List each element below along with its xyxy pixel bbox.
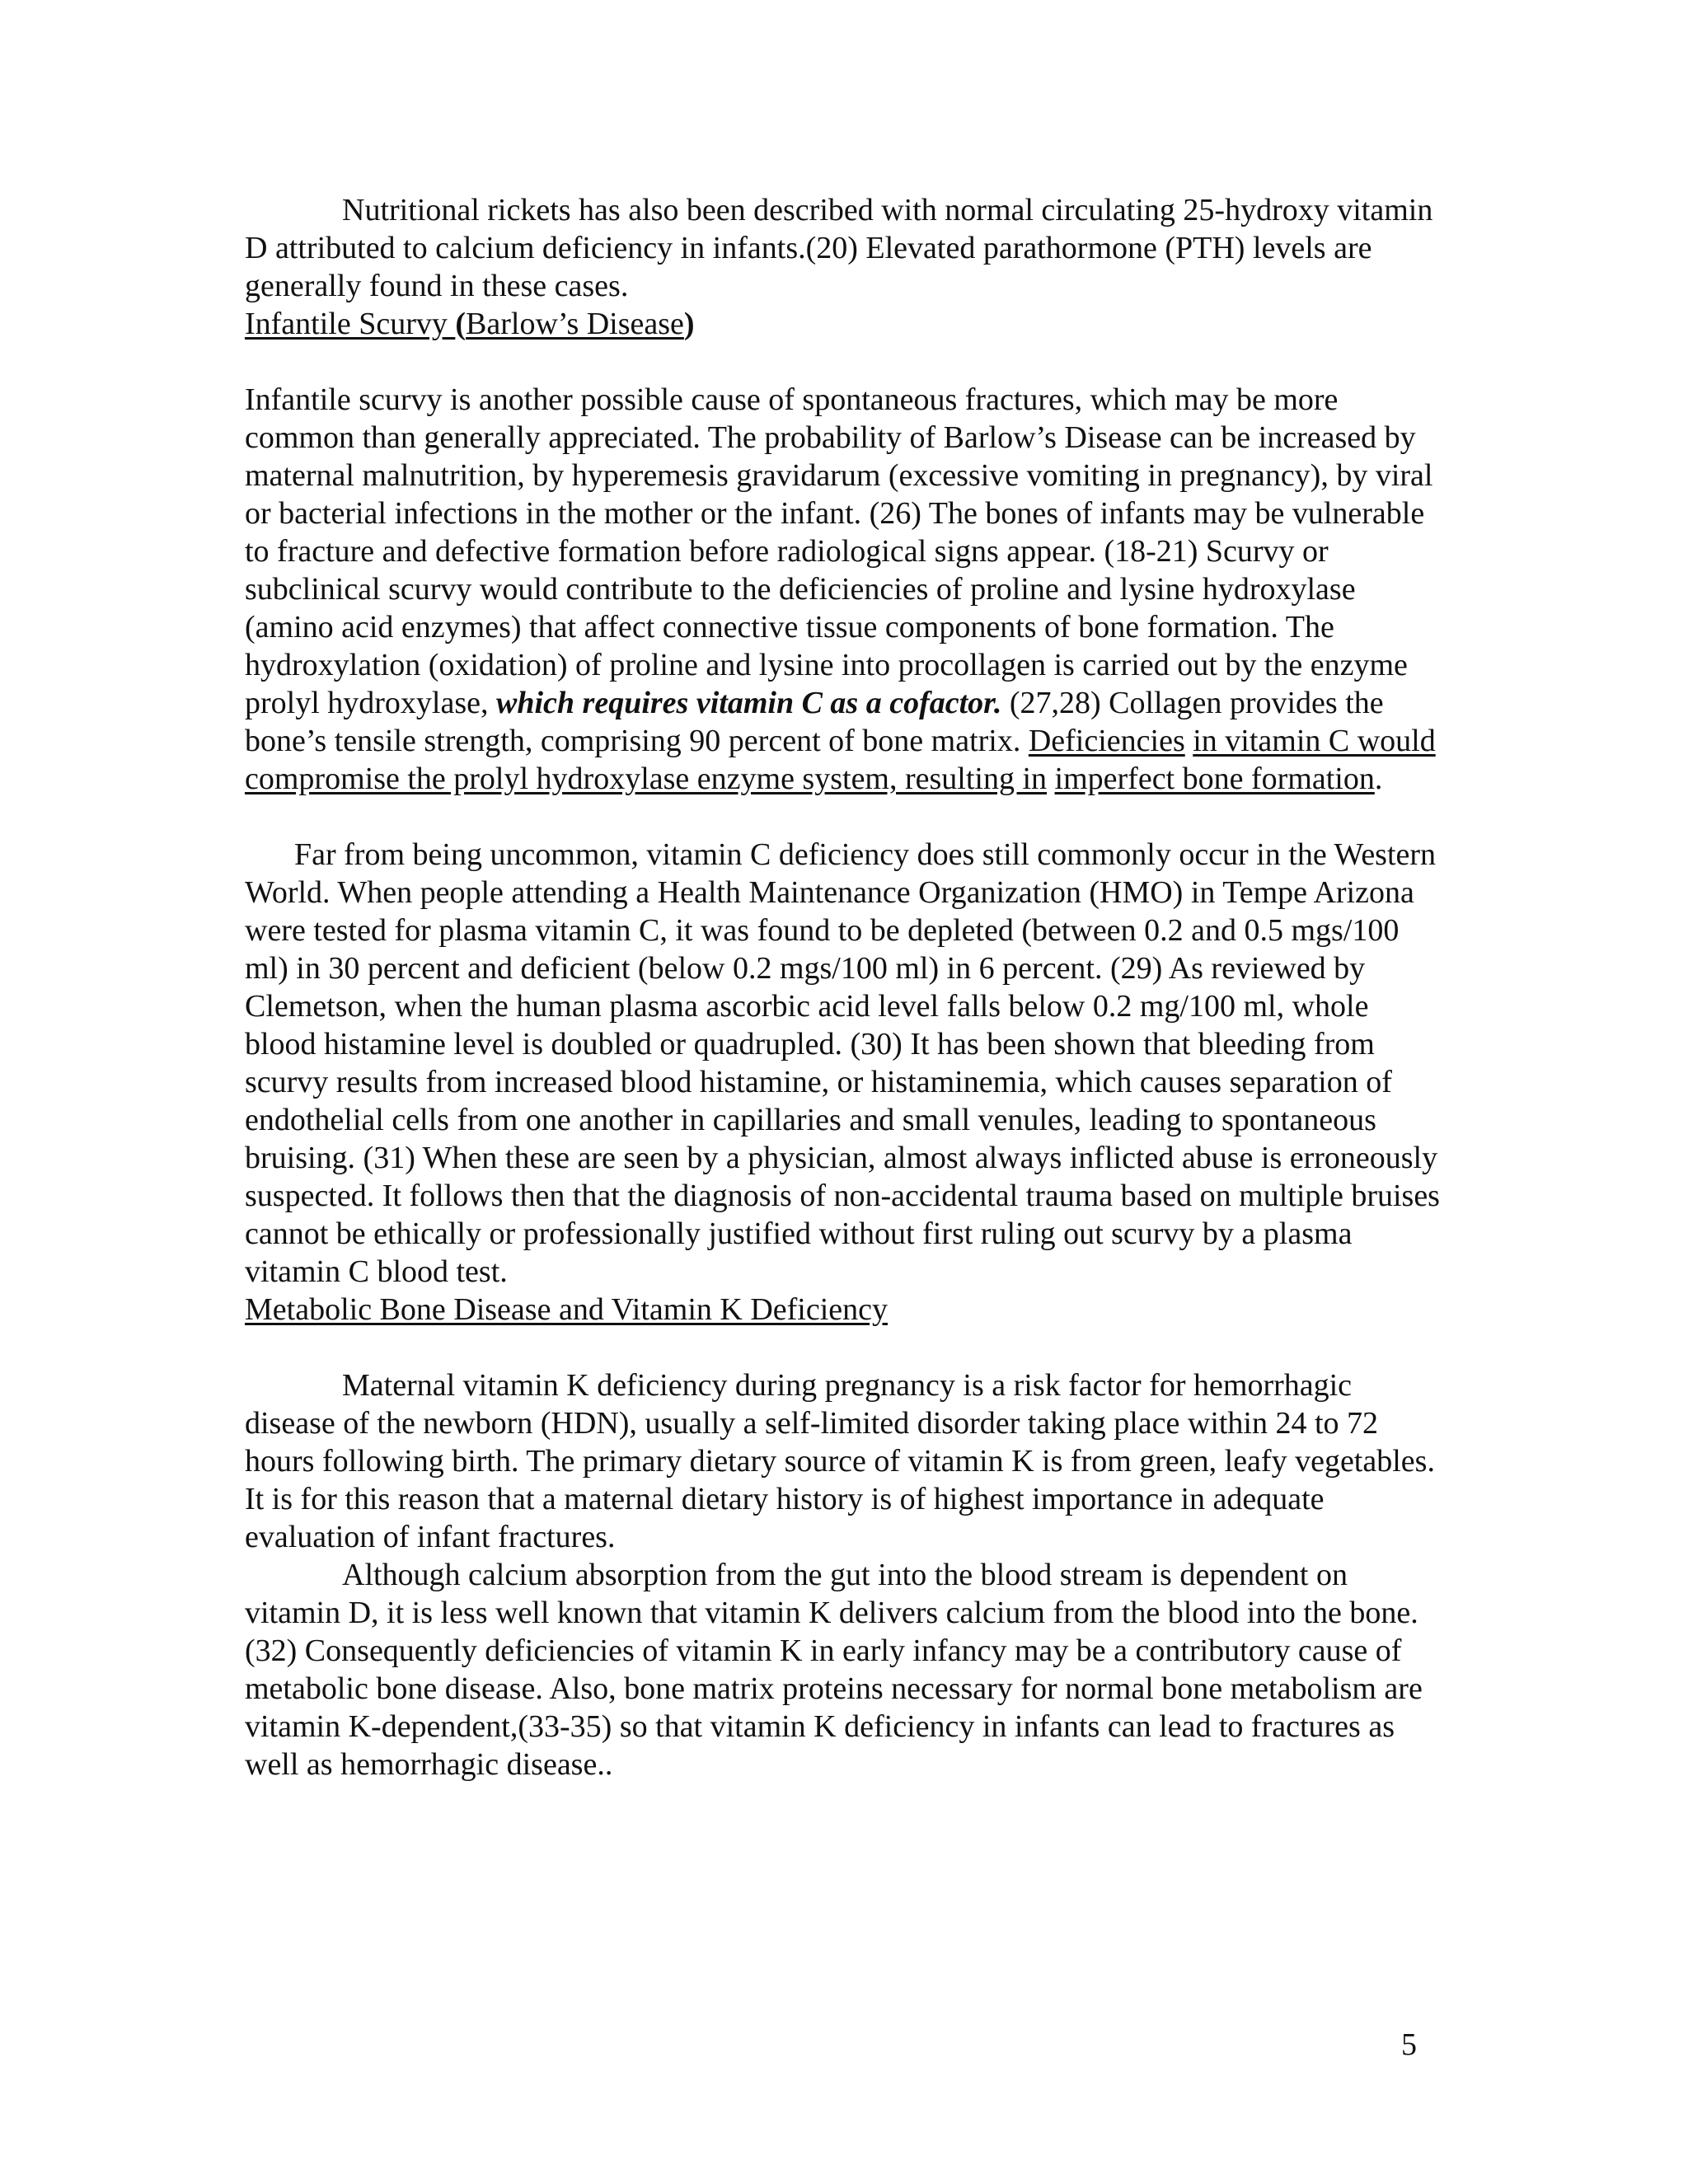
page-number: 5 bbox=[1401, 2027, 1417, 2062]
scurvy-underlined-1: Deficiencies bbox=[1028, 724, 1185, 758]
scurvy-underlined-3: imperfect bone formation bbox=[1054, 762, 1375, 796]
paragraph-scurvy bbox=[245, 381, 1440, 798]
heading-scurvy-paren-open: ( bbox=[455, 307, 467, 341]
scurvy-space-2 bbox=[1047, 762, 1055, 796]
scurvy-space-1 bbox=[1185, 724, 1193, 758]
heading-vitamin-k bbox=[245, 1291, 1440, 1329]
scurvy-underlined-2: in vitamin C would compromise the prolyl hydroxylase enzyme system, resulting in bbox=[245, 724, 1436, 796]
scurvy-end: . bbox=[1374, 762, 1383, 796]
paragraph-vitamin-k-2: Although calcium absorption from the gut into the blood stream is dependent on vitamin D, it is less well known that vitamin K delivers calcium from the blood into the bone.(32) Consequently deficiencies of vitamin K in early infancy may be a contributory cause of metabolic bone disease. Also, bone matrix proteins necessary for normal bone metabolism are vitamin K-dependent,(33-35) so that vitamin K deficiency in infants can lead to fractures as well as hemorrhagic disease.. bbox=[245, 1558, 1423, 1782]
scurvy-text-main: Infantile scurvy is another possible cause of spontaneous fractures, which may be more common than generally appreciated. The probability of Barlow’s Disease can be increased by maternal malnutrition, by hyperemesis gravidarum (excessive vomiting in pregnancy), by viral or bacterial infections in the mother or the infant. (26) The bones of infants may be vulnerable to fracture and defective formation before radiological signs appear. (18-21) Scurvy or subclinical scurvy would contribute to the deficiencies of proline and lysine hydroxylase (amino acid enzymes) that affect connective tissue components of bone formation. The hydroxylation (oxidation) of proline and lysine into procollagen is carried out by the enzyme prolyl hydroxylase, bbox=[245, 382, 1433, 720]
heading-scurvy-part1: Infantile Scurvy bbox=[245, 307, 456, 341]
paragraph-rickets: Nutritional rickets has also been described with normal circulating 25-hydroxy vitamin D attributed to calcium deficiency in infants.(20) Elevated parathormone (PTH) levels are generally found in these cases. bbox=[245, 193, 1433, 303]
paragraph-vitamin-c: Far from being uncommon, vitamin C deficiency does still commonly occur in the Western World. When people attending a Health Maintenance Organization (HMO) in Tempe Arizona were tested for plasma vitamin C, it was found to be depleted (between 0.2 and 0.5 mgs/100 ml) in 30 percent and deficient (below 0.2 mgs/100 ml) in 6 percent. (29) As reviewed by Clemetson, when the human plasma ascorbic acid level falls below 0.2 mg/100 ml, whole blood histamine level is doubled or quadrupled. (30) It has been shown that bleeding from scurvy results from increased blood histamine, or histaminemia, which causes separation of endothelial cells from one another in capillaries and small venules, leading to spontaneous bruising. (31) When these are seen by a physician, almost always inflicted abuse is erroneously suspected. It follows then that the diagnosis of non-accidental trauma based on multiple bruises cannot be ethically or professionally justified without first ruling out scurvy by a plasma vitamin C blood test. bbox=[245, 837, 1440, 1289]
page-content bbox=[245, 191, 1440, 1783]
scurvy-text-after: (27,28) Collagen provides the bone’s tensile strength, comprising 90 percent of bone matrix. bbox=[245, 686, 1384, 758]
scurvy-emphasis: which requires vitamin C as a cofactor. bbox=[496, 686, 1002, 720]
heading-scurvy-part2: Barlow’s Disease bbox=[466, 307, 684, 341]
heading-vitamin-k-text: Metabolic Bone Disease and Vitamin K Deficiency bbox=[245, 1292, 889, 1327]
heading-infantile-scurvy bbox=[245, 305, 1440, 343]
heading-scurvy-paren-close: ) bbox=[683, 307, 695, 341]
paragraph-vitamin-k-1: Maternal vitamin K deficiency during pregnancy is a risk factor for hemorrhagic disease of the newborn (HDN), usually a self-limited disorder taking place within 24 to 72 hours following birth. The primary dietary source of vitamin K is from green, leafy vegetables. It is for this reason that a maternal dietary history is of highest importance in adequate evaluation of infant fractures. bbox=[245, 1368, 1435, 1554]
